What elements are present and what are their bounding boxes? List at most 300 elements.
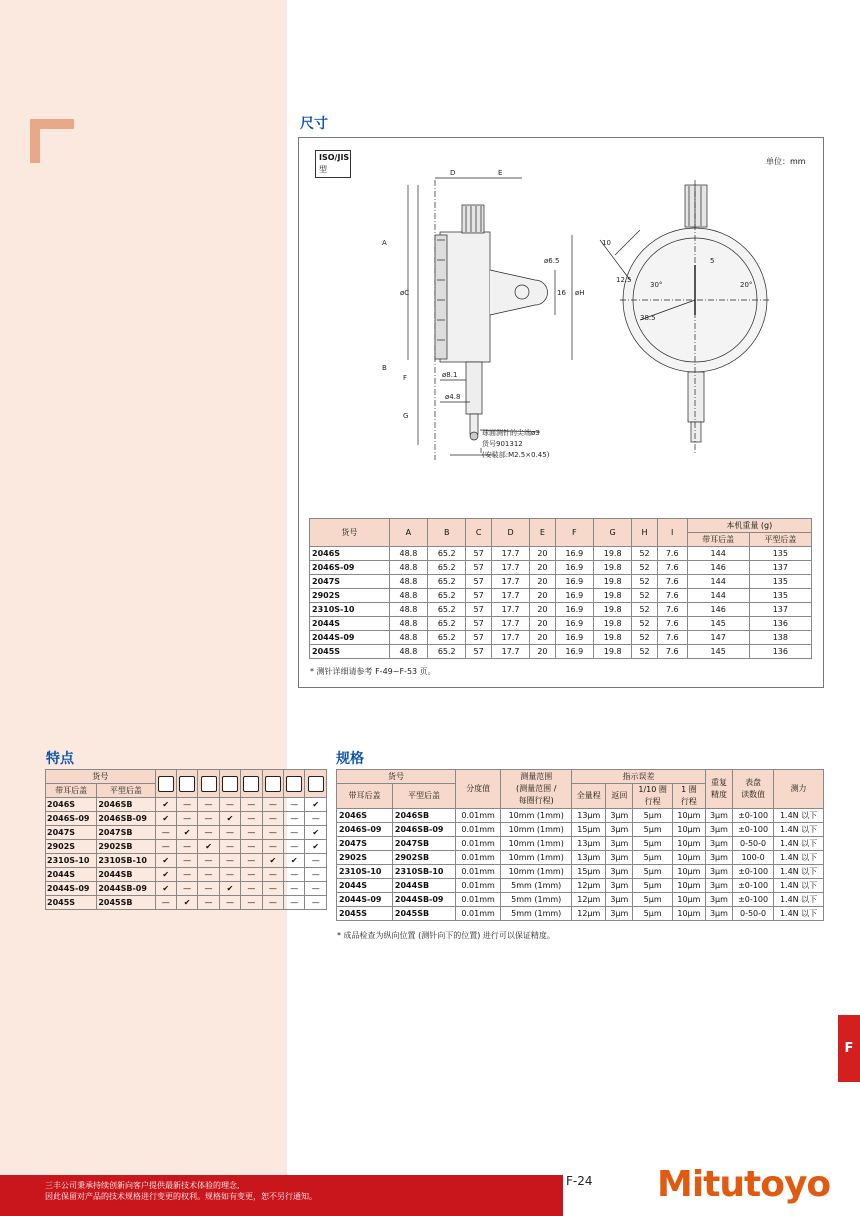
dim-cell: 2902S [310, 589, 390, 603]
dim-cell: 48.8 [389, 561, 427, 575]
dim-cell: 17.7 [491, 575, 529, 589]
col-a: A [389, 519, 427, 547]
feat-cell: — [284, 882, 305, 896]
adjust-icon [219, 770, 240, 798]
feat-cell: — [219, 854, 240, 868]
spec-cell: 12μm [572, 893, 606, 907]
spec-row [337, 823, 824, 837]
thirteen-icon [305, 770, 327, 798]
dim-cell: 19.8 [594, 561, 632, 575]
spec-cell: 5μm [633, 837, 672, 851]
dim-row [310, 589, 812, 603]
spec-row [337, 893, 824, 907]
dim-cell: 17.7 [491, 589, 529, 603]
dim-cell: 135 [749, 589, 811, 603]
dim-cell: 136 [749, 645, 811, 659]
dim-cell: 17.7 [491, 645, 529, 659]
feat-cell: — [241, 826, 262, 840]
feat-cell: 2310SB-10 [97, 854, 155, 868]
feat-row [46, 882, 327, 896]
spec-cell: 12μm [572, 879, 606, 893]
feat-cell: — [305, 868, 327, 882]
dim-cell: 52 [632, 561, 658, 575]
dim-cell: 65.2 [428, 589, 466, 603]
dim-cell: 7.6 [657, 575, 687, 589]
features-title: 特点 [46, 751, 74, 767]
feat-ear-header: 带耳后盖 [46, 784, 97, 798]
spec-cell: 10mm (1mm) [501, 851, 572, 865]
spec-cell: 3μm [705, 851, 732, 865]
spec-cell: 0.01mm [456, 823, 501, 837]
section-tab[interactable]: F [838, 1015, 860, 1082]
spec-cell: 2047S [337, 837, 393, 851]
dim-cell: 2045S [310, 645, 390, 659]
col-e: E [530, 519, 556, 547]
features-table [45, 769, 327, 910]
feat-row [46, 868, 327, 882]
feat-cell: ✔ [176, 896, 197, 910]
col-b: B [428, 519, 466, 547]
err-one-line-1: 1 圈 [681, 785, 697, 794]
dim-cell: 52 [632, 589, 658, 603]
dim-cell: 65.2 [428, 645, 466, 659]
spec-cell: ±0-100 [732, 823, 773, 837]
feat-cell: ✔ [155, 854, 176, 868]
feat-cell: — [284, 868, 305, 882]
feat-row [46, 826, 327, 840]
feat-cell: ✔ [176, 826, 197, 840]
spec-cell: 3μm [606, 809, 633, 823]
feat-cell: ✔ [219, 812, 240, 826]
feat-cell: 2046SB-09 [97, 812, 155, 826]
spec-cell: 12μm [572, 907, 606, 921]
feat-cell: 2047SB [97, 826, 155, 840]
spec-dial-header [732, 770, 773, 809]
dim-cell: 20 [530, 575, 556, 589]
feat-cell: 2044SB [97, 868, 155, 882]
spec-cell: 5mm (1mm) [501, 893, 572, 907]
spec-code-header: 货号 [337, 770, 456, 784]
stylus-note: 球面测针的尖端ø3 [482, 429, 540, 437]
feat-cell: — [305, 854, 327, 868]
dim-label-d48: ø4.8 [445, 393, 461, 401]
spec-cell: 3μm [705, 865, 732, 879]
footer-line-2: 因此保留对产品的技术规格进行变更的权利。规格如有变更，恕不另行通知。 [45, 1192, 317, 1201]
dim-cell: 17.7 [491, 631, 529, 645]
spec-cell: 0-50-0 [732, 837, 773, 851]
feat-cell: — [241, 868, 262, 882]
dim-cell: 16.9 [555, 631, 593, 645]
spec-cell: 2046S [337, 809, 393, 823]
dim-label-i: I [480, 447, 483, 455]
dim-cell: 57 [466, 645, 492, 659]
feat-cell: — [262, 882, 283, 896]
dim-cell: 65.2 [428, 547, 466, 561]
spec-cell: 13μm [572, 809, 606, 823]
spec-cell: 5μm [633, 851, 672, 865]
left-panel [0, 0, 287, 1216]
feat-cell: ✔ [305, 826, 327, 840]
brand-logo: Mitutoyo [657, 1164, 831, 1205]
spec-cell: 0.01mm [456, 879, 501, 893]
stylus-part-number: 货号901312 [482, 440, 523, 448]
spec-row [337, 907, 824, 921]
col-weight: 本机重量 (g) [687, 519, 811, 533]
shockproof-icon [241, 770, 262, 798]
feat-cell: 2045SB [97, 896, 155, 910]
dim-cell: 137 [749, 561, 811, 575]
dim-row [310, 547, 812, 561]
angle-label-125: 12.5 [616, 276, 632, 284]
spec-cell: 0.01mm [456, 893, 501, 907]
col-weight-ear: 带耳后盖 [687, 533, 749, 547]
spec-cell: 0.01mm [456, 851, 501, 865]
footer-disclaimer [45, 1180, 317, 1202]
spec-cell: 2044S-09 [337, 893, 393, 907]
feat-cell: — [241, 882, 262, 896]
spec-cell: 3μm [705, 907, 732, 921]
dim-cell: 2044S-09 [310, 631, 390, 645]
feat-cell: — [241, 854, 262, 868]
dim-cell: 52 [632, 617, 658, 631]
spec-err-tenth [633, 784, 672, 809]
spec-error-header: 指示误差 [572, 770, 706, 784]
feat-cell: — [198, 826, 219, 840]
dim-cell: 52 [632, 631, 658, 645]
dim-cell: 16.9 [555, 575, 593, 589]
dimensions-title: 尺寸 [300, 116, 328, 132]
dim-cell: 17.7 [491, 603, 529, 617]
iso-label: ISO/JIS [319, 153, 350, 162]
err-tenth-line-2: 行程 [644, 797, 661, 806]
stylus-thread: (安装部:M2.5×0.45) [482, 451, 550, 459]
feat-cell: 2044SB-09 [97, 882, 155, 896]
dim-row [310, 603, 812, 617]
angle-label-10: 10 [602, 239, 611, 247]
dim-cell: 137 [749, 603, 811, 617]
col-weight-flat: 平型后盖 [749, 533, 811, 547]
spec-cell: 10mm (1mm) [501, 823, 572, 837]
spec-cell: 2902S [337, 851, 393, 865]
dim-cell: 48.8 [389, 617, 427, 631]
dim-cell: 144 [687, 589, 749, 603]
spec-err-return: 返回 [606, 784, 633, 809]
spec-cell: 1.4N 以下 [774, 879, 824, 893]
dim-row [310, 561, 812, 575]
dim-label-a: A [382, 239, 387, 247]
dim-cell: 17.7 [491, 561, 529, 575]
spec-cell: 10μm [672, 907, 705, 921]
spec-cell: 3μm [606, 865, 633, 879]
feat-cell: — [284, 840, 305, 854]
feat-cell: — [305, 882, 327, 896]
spec-cell: 3μm [606, 851, 633, 865]
spec-cell: 1.4N 以下 [774, 823, 824, 837]
feat-cell: 2310S-10 [46, 854, 97, 868]
spec-cell: 2044SB [392, 879, 455, 893]
spec-cell: 0.01mm [456, 837, 501, 851]
spec-cell: 10mm (1mm) [501, 809, 572, 823]
dim-cell: 16.9 [555, 645, 593, 659]
dim-cell: 19.8 [594, 575, 632, 589]
range-line-2: (测量范围 / [516, 784, 557, 793]
dimension-footnote: * 测针详细请参考 F-49~F-53 页。 [310, 667, 436, 676]
spec-cell: 5μm [633, 823, 672, 837]
feat-cell: ✔ [219, 882, 240, 896]
dim-label-c: øC [400, 289, 410, 297]
dim-cell: 135 [749, 547, 811, 561]
dim-cell: 16.9 [555, 561, 593, 575]
angle-label-20: 20° [740, 281, 753, 289]
dim-cell: 138 [749, 631, 811, 645]
dim-cell: 52 [632, 645, 658, 659]
feat-cell: — [219, 896, 240, 910]
spec-row [337, 865, 824, 879]
feat-cell: — [198, 868, 219, 882]
feat-cell: — [262, 868, 283, 882]
feat-cell: 2902SB [97, 840, 155, 854]
feat-cell: — [262, 812, 283, 826]
dim-label-d81: ø8.1 [442, 371, 458, 379]
dim-cell: 136 [749, 617, 811, 631]
angle-label-5: 5 [710, 257, 715, 265]
dim-cell: 48.8 [389, 547, 427, 561]
spec-range-header [501, 770, 572, 809]
spec-cell: 10μm [672, 893, 705, 907]
dim-cell: 52 [632, 575, 658, 589]
dim-cell: 20 [530, 603, 556, 617]
dim-cell: 16.9 [555, 589, 593, 603]
spec-cell: ±0-100 [732, 879, 773, 893]
feat-cell: — [262, 840, 283, 854]
dim-cell: 7.6 [657, 589, 687, 603]
feat-cell: — [155, 840, 176, 854]
feat-cell: — [241, 840, 262, 854]
feat-cell: — [155, 896, 176, 910]
spec-cell: 1.4N 以下 [774, 907, 824, 921]
spec-cell: 10μm [672, 809, 705, 823]
repeat-line-1: 重复 [710, 778, 727, 787]
dim-cell: 2310S-10 [310, 603, 390, 617]
spec-row [337, 879, 824, 893]
dial-line-1: 表盘 [745, 778, 762, 787]
dim-cell: 7.6 [657, 547, 687, 561]
dim-cell: 48.8 [389, 645, 427, 659]
spec-cell: 3μm [705, 893, 732, 907]
feat-cell: — [176, 798, 197, 812]
spec-repeat-header [705, 770, 732, 809]
dim-cell: 145 [687, 617, 749, 631]
feat-cell: — [198, 896, 219, 910]
feat-cell: — [284, 896, 305, 910]
feat-cell: ✔ [155, 868, 176, 882]
dim-cell: 65.2 [428, 631, 466, 645]
spec-row [337, 851, 824, 865]
feat-cell: — [241, 812, 262, 826]
spec-cell: 10μm [672, 851, 705, 865]
spec-cell: 10μm [672, 865, 705, 879]
feat-row [46, 840, 327, 854]
angle-label-30: 30° [650, 281, 663, 289]
dim-cell: 2046S [310, 547, 390, 561]
dim-cell: 2046S-09 [310, 561, 390, 575]
feat-cell: — [284, 812, 305, 826]
feat-cell: 2046S [46, 798, 97, 812]
dim-cell: 17.7 [491, 617, 529, 631]
spec-row [337, 837, 824, 851]
dim-cell: 17.7 [491, 547, 529, 561]
dim-cell: 65.2 [428, 561, 466, 575]
dustproof-icon [284, 770, 305, 798]
feat-cell: — [219, 868, 240, 882]
spec-cell: 2046SB [392, 809, 455, 823]
footer-line-1: 三丰公司秉承持续创新向客户提供最新技术体验的理念, [45, 1181, 240, 1190]
dim-label-g: G [403, 412, 409, 420]
spec-cell: 3μm [705, 823, 732, 837]
dim-cell: 20 [530, 547, 556, 561]
feat-row [46, 854, 327, 868]
dim-cell: 20 [530, 631, 556, 645]
dim-row [310, 617, 812, 631]
dim-cell: 20 [530, 645, 556, 659]
dim-label-d: D [450, 170, 456, 177]
range-line-1: 测量范围 [520, 772, 553, 781]
dim-row [310, 631, 812, 645]
dim-cell: 144 [687, 547, 749, 561]
spec-cell: 3μm [705, 837, 732, 851]
feat-cell: ✔ [262, 854, 283, 868]
feat-cell: — [305, 812, 327, 826]
dim-cell: 2044S [310, 617, 390, 631]
spec-cell: 5mm (1mm) [501, 879, 572, 893]
spec-cell: 1.4N 以下 [774, 865, 824, 879]
col-f: F [555, 519, 593, 547]
feat-cell: ✔ [284, 854, 305, 868]
feat-cell: ✔ [305, 798, 327, 812]
spec-cell: 2046S-09 [337, 823, 393, 837]
feat-cell: ✔ [305, 840, 327, 854]
technical-drawing [300, 170, 780, 470]
dimension-table [309, 518, 812, 659]
spec-cell: 3μm [705, 879, 732, 893]
rotate-icon [198, 770, 219, 798]
specs-title: 规格 [336, 751, 364, 767]
feat-cell: 2902S [46, 840, 97, 854]
dim-cell: 57 [466, 561, 492, 575]
dim-cell: 57 [466, 603, 492, 617]
corner-mark [30, 119, 74, 163]
page-number: F-24 [566, 1174, 593, 1188]
spec-cell: 13μm [572, 851, 606, 865]
spec-cell: 10μm [672, 837, 705, 851]
dial-icon [155, 770, 176, 798]
spec-cell: 2902SB [392, 851, 455, 865]
dim-cell: 16.9 [555, 617, 593, 631]
feat-row [46, 798, 327, 812]
spec-flat-header: 平型后盖 [392, 784, 455, 809]
feat-cell: ✔ [155, 798, 176, 812]
feat-cell: 2044S [46, 868, 97, 882]
jewel-icon [262, 770, 283, 798]
feat-cell: — [155, 826, 176, 840]
dim-cell: 147 [687, 631, 749, 645]
spec-cell: 5mm (1mm) [501, 907, 572, 921]
feat-cell: ✔ [155, 812, 176, 826]
dim-cell: 19.8 [594, 617, 632, 631]
feat-cell: 2045S [46, 896, 97, 910]
dim-cell: 135 [749, 575, 811, 589]
feat-cell: — [241, 798, 262, 812]
feat-cell: — [262, 798, 283, 812]
spec-cell: 1.4N 以下 [774, 837, 824, 851]
feat-cell: — [198, 882, 219, 896]
dim-cell: 57 [466, 589, 492, 603]
spec-cell: 0.01mm [456, 907, 501, 921]
spec-row [337, 809, 824, 823]
spec-cell: 3μm [705, 809, 732, 823]
spec-cell: 3μm [606, 907, 633, 921]
spec-cell: 15μm [572, 865, 606, 879]
repeat-line-2: 精度 [710, 790, 727, 799]
feat-cell: — [198, 812, 219, 826]
dial-reverse-icon [176, 770, 197, 798]
feat-cell: — [176, 840, 197, 854]
dim-cell: 7.6 [657, 561, 687, 575]
range-line-3: 每圈行程) [518, 796, 554, 805]
spec-cell: 0.01mm [456, 809, 501, 823]
spec-cell: 2044S [337, 879, 393, 893]
feat-row [46, 896, 327, 910]
spec-resolution-header: 分度值 [456, 770, 501, 809]
feat-cell: 2047S [46, 826, 97, 840]
spec-cell: 10mm (1mm) [501, 837, 572, 851]
spec-force-header: 测力 [774, 770, 824, 809]
angle-label-385: 38.5 [640, 314, 656, 322]
feat-cell: ✔ [198, 840, 219, 854]
spec-cell: 1.4N 以下 [774, 809, 824, 823]
feat-cell: — [262, 896, 283, 910]
feat-cell: — [219, 798, 240, 812]
dim-cell: 16.9 [555, 547, 593, 561]
spec-cell: 10μm [672, 879, 705, 893]
spec-cell: 13μm [572, 837, 606, 851]
spec-cell: ±0-100 [732, 809, 773, 823]
dim-cell: 52 [632, 547, 658, 561]
iso-sub: 型 [319, 165, 327, 174]
dim-cell: 146 [687, 603, 749, 617]
spec-cell: ±0-100 [732, 865, 773, 879]
feat-cell: — [176, 868, 197, 882]
spec-cell: ±0-100 [732, 893, 773, 907]
col-h: H [632, 519, 658, 547]
dim-cell: 65.2 [428, 603, 466, 617]
dim-cell: 2047S [310, 575, 390, 589]
spec-cell: 2047SB [392, 837, 455, 851]
spec-cell: 5μm [633, 907, 672, 921]
feat-cell: — [219, 826, 240, 840]
dim-row [310, 645, 812, 659]
dim-cell: 65.2 [428, 617, 466, 631]
spec-cell: 5μm [633, 865, 672, 879]
spec-cell: 2310SB-10 [392, 865, 455, 879]
dim-label-d16: 16 [557, 289, 566, 297]
dim-cell: 7.6 [657, 645, 687, 659]
dim-row [310, 575, 812, 589]
dim-cell: 48.8 [389, 589, 427, 603]
feat-cell: — [284, 826, 305, 840]
spec-cell: 2045S [337, 907, 393, 921]
dim-cell: 7.6 [657, 631, 687, 645]
